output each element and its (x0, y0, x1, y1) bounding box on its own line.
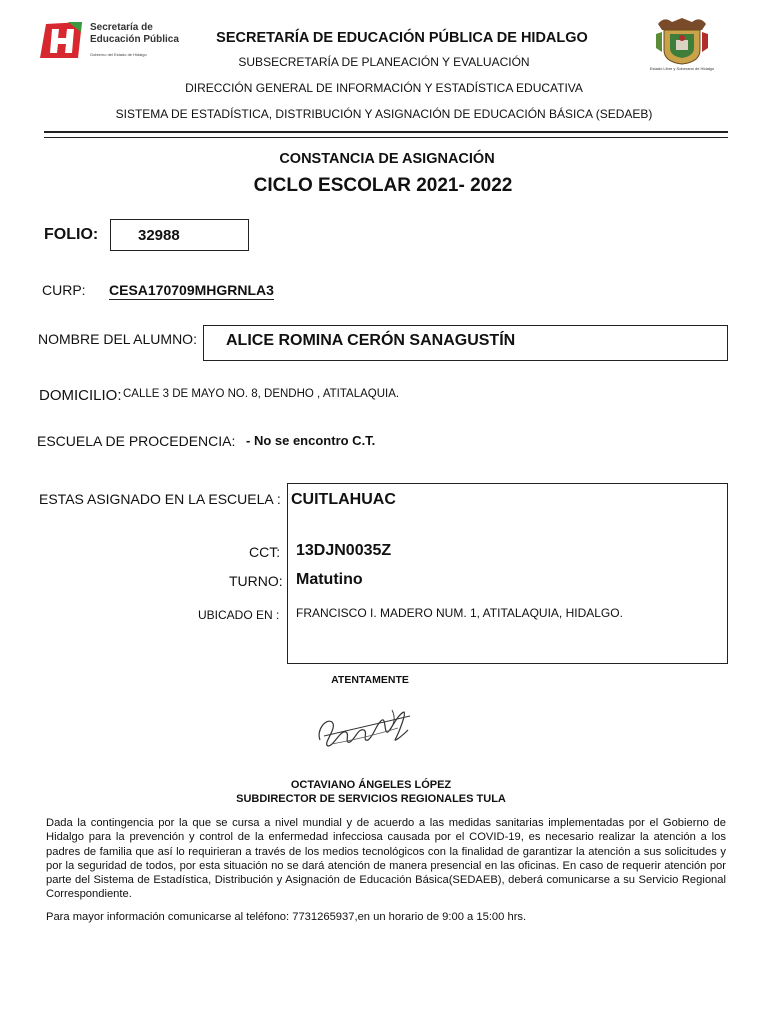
student-name-value: ALICE ROMINA CERÓN SANAGUSTÍN (226, 332, 516, 349)
covid-notice: Dada la contingencia por la que se cursa a nivel mundial y de acuerdo a las medidas sanitarias implementadas por el Gobierno de Hidalgo para la prevención y control de la enfermedad infecciosa causada por el COVID-19, es necesario realizar la atención a los padres de familia que así lo requirieran a través de los medios tecnológicos con la finalidad de garantizar la atención a sus solicitudes y por la seguridad de todos, por esta situación no se dará atención de manera presencial en las oficinas. En caso de requerir atención por parte del Sistema de Estadística, Distribución y Asignación de Educación Básica(SEDAEB), deberá comunicarse a su Servicio Regional Correspondiente. (46, 817, 726, 901)
folio-value: 32988 (138, 227, 180, 244)
header-divider-thick (44, 131, 728, 133)
header-subsecretaria: SUBSECRETARÍA DE PLANEACIÓN Y EVALUACIÓN (238, 55, 530, 69)
header-direccion: DIRECCIÓN GENERAL DE INFORMACIÓN Y ESTADÍSTICA EDUCATIVA (185, 81, 583, 95)
cct-value: 13DJN0035Z (296, 542, 392, 559)
header-title: SECRETARÍA DE EDUCACIÓN PÚBLICA DE HIDALGO (216, 30, 588, 46)
signature-image (312, 700, 414, 756)
seal-caption: Estado Libre y Soberano de Hidalgo (649, 66, 715, 71)
curp-label: CURP: (42, 282, 86, 298)
header-sistema: SISTEMA DE ESTADÍSTICA, DISTRIBUCIÓN Y ASIGNACIÓN DE EDUCACIÓN BÁSICA (SEDAEB) (115, 107, 653, 121)
contact-info: Para mayor información comunicarse al teléfono: 7731265937,en un horario de 9:00 a 15:00 hrs. (46, 911, 527, 923)
student-name-label: NOMBRE DEL ALUMNO: (38, 331, 197, 347)
cct-label: CCT: (249, 544, 281, 560)
logo-subtext: Gobierno del Estado de Hidalgo (90, 52, 147, 57)
assigned-school-label: ESTAS ASIGNADO EN LA ESCUELA : (39, 491, 281, 507)
closing-text: ATENTAMENTE (331, 674, 409, 686)
previous-school-value: - No se encontro C.T. (246, 433, 376, 448)
address-value: CALLE 3 DE MAYO NO. 8, DENDHO , ATITALAQUIA. (123, 388, 400, 400)
shift-label: TURNO: (229, 573, 283, 589)
address-label: DOMICILIO: (39, 387, 122, 404)
signer-name: OCTAVIANO ÁNGELES LÓPEZ (290, 779, 452, 791)
location-value: FRANCISCO I. MADERO NUM. 1, ATITALAQUIA, HIDALGO. (296, 606, 623, 620)
document-title: CICLO ESCOLAR 2021- 2022 (253, 175, 513, 196)
assigned-school-name: CUITLAHUAC (291, 491, 396, 508)
curp-value: CESA170709MHGRNLA3 (109, 282, 274, 298)
folio-label: FOLIO: (44, 226, 99, 243)
location-label: UBICADO EN : (198, 608, 280, 622)
previous-school-label: ESCUELA DE PROCEDENCIA: (37, 433, 236, 449)
document-subtitle: CONSTANCIA DE ASIGNACIÓN (279, 151, 495, 167)
logo-line-1: Secretaría de (90, 22, 153, 33)
shift-value: Matutino (296, 571, 363, 588)
header-divider-thin (44, 137, 728, 138)
logo-line-2: Educación Pública (90, 34, 179, 45)
signer-position: SUBDIRECTOR DE SERVICIOS REGIONALES TULA (236, 793, 506, 805)
